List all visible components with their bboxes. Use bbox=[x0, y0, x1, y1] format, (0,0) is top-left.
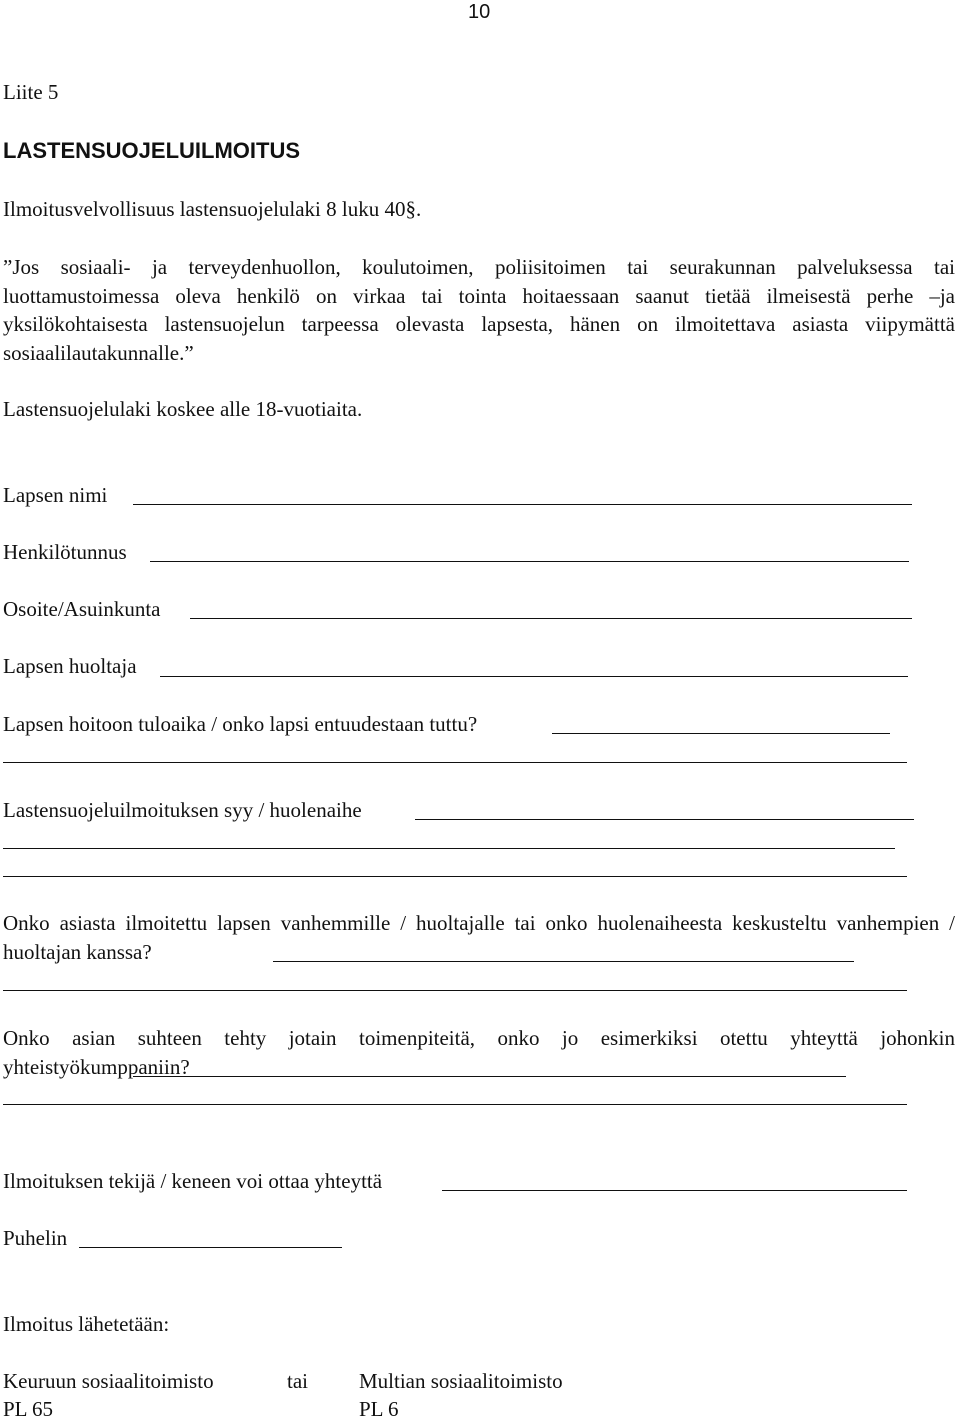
guardian-label: Lapsen huoltaja bbox=[3, 654, 137, 678]
informed-parents-field[interactable] bbox=[273, 961, 854, 962]
actions-taken-field[interactable] bbox=[133, 1076, 846, 1077]
reporter-field[interactable] bbox=[442, 1190, 907, 1191]
personal-id-label: Henkilötunnus bbox=[3, 540, 127, 564]
law-reference: Ilmoitusvelvollisuus lastensuojelulaki 8 luku 40§. bbox=[3, 197, 422, 221]
recipient-connector: tai bbox=[287, 1369, 308, 1393]
page-number: 10 bbox=[468, 1, 491, 23]
arrival-field-line-2[interactable] bbox=[3, 762, 907, 763]
reason-label: Lastensuojeluilmoituksen syy / huolenaihe bbox=[3, 798, 362, 822]
arrival-label: Lapsen hoitoon tuloaika / onko lapsi entuudestaan tuttu? bbox=[3, 712, 478, 736]
recipient-right-box: PL 6 bbox=[359, 1397, 399, 1421]
recipient-left-box: PL 65 bbox=[3, 1397, 53, 1421]
age-note: Lastensuojelulaki koskee alle 18-vuotiaita. bbox=[3, 397, 363, 421]
reason-field[interactable] bbox=[415, 819, 914, 820]
phone-field[interactable] bbox=[79, 1247, 342, 1248]
reporter-label: Ilmoituksen tekijä / keneen voi ottaa yhteyttä bbox=[3, 1169, 383, 1193]
child-name-field[interactable] bbox=[133, 504, 912, 505]
informed-parents-label: Onko asiasta ilmoitettu lapsen vanhemmille / huoltajalle tai onko huolenaiheesta keskusteltu vanhempien / huoltajan kanssa? bbox=[3, 911, 955, 964]
recipient-right-name: Multian sosiaalitoimisto bbox=[359, 1369, 563, 1393]
reason-field-line-3[interactable] bbox=[3, 876, 907, 877]
guardian-field[interactable] bbox=[160, 676, 908, 677]
informed-parents-field-line-2[interactable] bbox=[3, 990, 907, 991]
personal-id-field[interactable] bbox=[150, 561, 909, 562]
arrival-field[interactable] bbox=[552, 733, 890, 734]
actions-taken-field-line-2[interactable] bbox=[3, 1104, 907, 1105]
address-label: Osoite/Asuinkunta bbox=[3, 597, 161, 621]
actions-taken-label: Onko asian suhteen tehty jotain toimenpiteitä, onko jo esimerkiksi otettu yhteyttä johonkin yhteistyökumppaniin? bbox=[3, 1026, 955, 1079]
law-quote: ”Jos sosiaali- ja terveydenhuollon, koulutoimen, poliisitoimen tai seurakunnan palveluksessa tai luottamustoimessa oleva henkilö on virkaa tai tointa hoitaessaan saanut tietää ilmeisestä perhe –ja yksilökohtaisesta lastensuojelun tarpeessa olevasta lapsesta, hänen on ilmoitettava asiasta viipymättä sosiaalilautakunnalle.” bbox=[3, 255, 955, 365]
phone-label: Puhelin bbox=[3, 1226, 68, 1250]
address-field[interactable] bbox=[190, 618, 912, 619]
send-to-label: Ilmoitus lähetetään: bbox=[3, 1312, 170, 1336]
appendix-label: Liite 5 bbox=[3, 80, 59, 104]
recipient-left-name: Keuruun sosiaalitoimisto bbox=[3, 1369, 214, 1393]
child-name-label: Lapsen nimi bbox=[3, 483, 108, 507]
page-title: LASTENSUOJELUILMOITUS bbox=[3, 138, 301, 163]
reason-field-line-2[interactable] bbox=[3, 848, 895, 849]
